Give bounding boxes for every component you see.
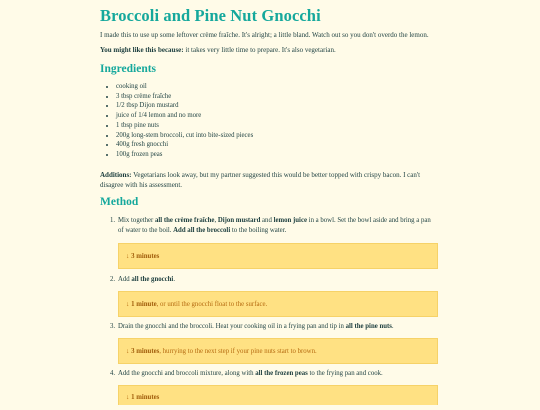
method-step: 1. Mix together all the crème fraîche, Dijon mustard and lemon juice in a bowl. Set the bowl aside and bring a pan of water to the boil. Add all the broccoli to the boiling water. — [110, 217, 431, 234]
additions-text: Vegetarians look away, but my partner suggested this would be better topped with crispy bacon. I can't disagree with his assessment. — [100, 171, 421, 189]
ingredient-item: • 1/2 tbsp Dijon mustard — [116, 101, 436, 111]
step-number: 3. — [110, 323, 116, 330]
like-text: it takes very little time to prepare. It's also vegetarian. — [183, 46, 336, 54]
ingredient-item: • 1 tbsp pine nuts — [116, 121, 436, 131]
page-title: Broccoli and Pine Nut Gnocchi — [100, 6, 321, 25]
additions-label: Additions: — [100, 171, 132, 179]
ingredient-item: • 3 tbsp crème fraîche — [116, 92, 436, 102]
timer-callout: ↓ 3 minutes — [118, 243, 438, 269]
step-number: 1. — [110, 217, 116, 224]
intro-text: I made this to use up some leftover crème fraîche. It's alright; a little bland. Watch out so you don't overdo the lemon. — [100, 31, 429, 39]
ingredient-item: • 100g frozen peas — [116, 150, 436, 160]
ingredients-list — [100, 82, 436, 160]
down-arrow-icon: ↓ — [126, 253, 130, 260]
timer-callout: ↓ 1 minutes — [118, 385, 438, 405]
method-step: 4. Add the gnocchi and broccoli mixture, along with all the frozen peas to the frying pan and cook. — [110, 370, 383, 377]
method-heading: Method — [100, 196, 139, 208]
ingredient-item: • juice of 1/4 lemon and no more — [116, 111, 436, 121]
like-paragraph — [100, 45, 440, 55]
timer-callout: ↓ 1 minute, or until the gnocchi float to the surface. — [118, 291, 438, 317]
down-arrow-icon: ↓ — [126, 348, 130, 355]
step-number: 4. — [110, 370, 116, 377]
method-step: 2. Add all the gnocchi. — [110, 276, 176, 283]
additions-paragraph — [100, 170, 440, 190]
ingredient-item: • 400g fresh gnocchi — [116, 140, 436, 150]
timer-callout: ↓ 3 minutes, hurrying to the next step if your pine nuts start to brown. — [118, 338, 438, 364]
down-arrow-icon: ↓ — [126, 394, 130, 401]
ingredient-item: • cooking oil — [116, 82, 436, 92]
down-arrow-icon: ↓ — [126, 301, 130, 308]
method-step: 3. Drain the gnocchi and the broccoli. Heat your cooking oil in a frying pan and tip in all the pine nuts. — [110, 323, 394, 330]
ingredient-item: • 200g long-stem broccoli, cut into bite-sized pieces — [116, 131, 436, 141]
ingredients-heading: Ingredients — [100, 63, 157, 75]
like-label: You might like this because: — [100, 46, 184, 54]
step-number: 2. — [110, 276, 116, 283]
